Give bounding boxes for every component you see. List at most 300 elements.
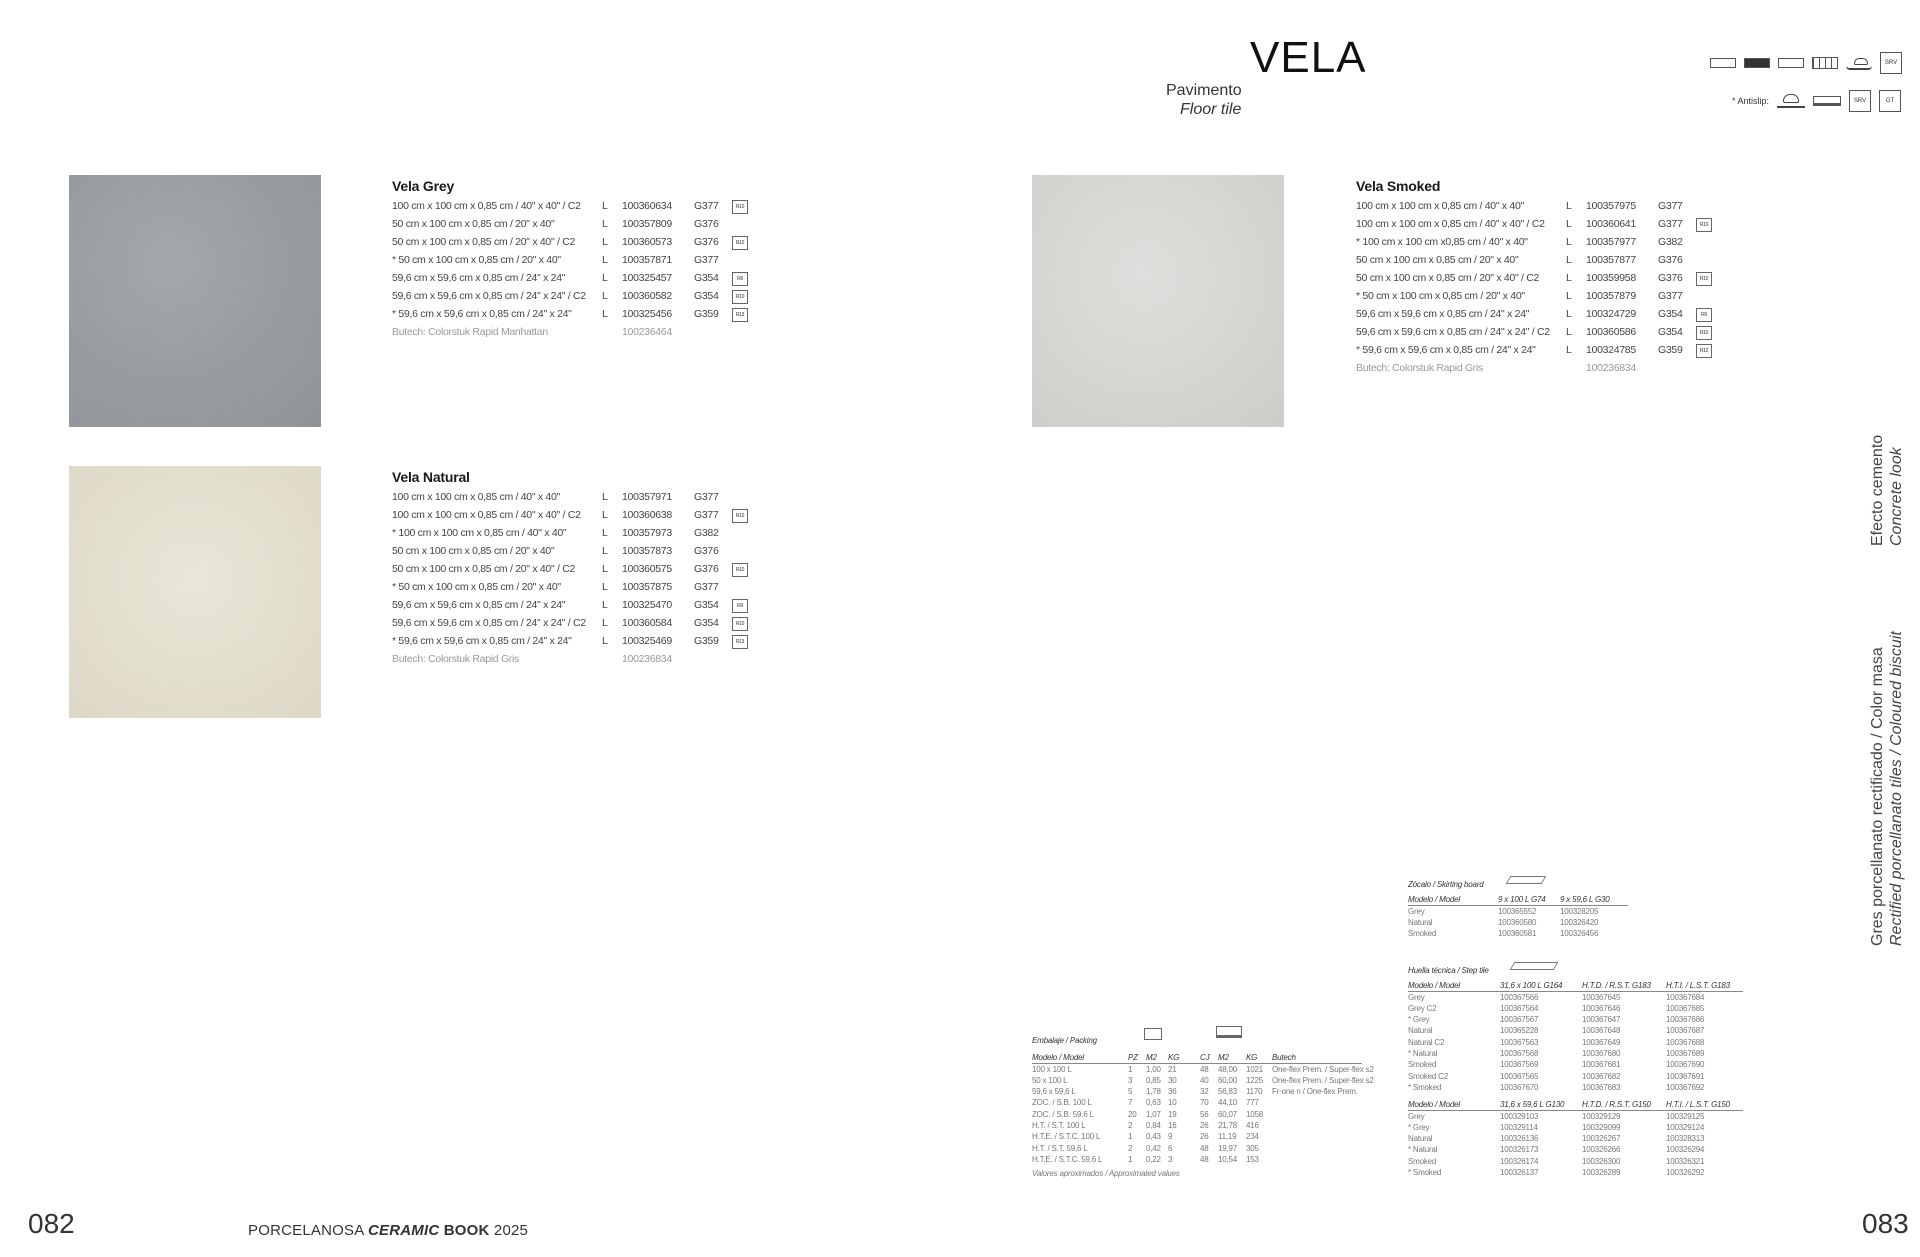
product-size: 59,6 cm x 59,6 cm x 0,85 cm / 24" x 24" / C2 (392, 617, 586, 629)
table-cell: 100367568 (1500, 1049, 1539, 1059)
product-code: 100324785 (1586, 344, 1636, 356)
table-row (1408, 1134, 1743, 1145)
antislip-icons (1732, 90, 1901, 112)
step-block-100 (1408, 981, 1743, 1094)
table-cell: One-flex Prem. / Super-flex s2 (1272, 1075, 1374, 1085)
table-cell: 9 (1168, 1132, 1173, 1142)
table-cell: 48 (1200, 1143, 1209, 1153)
table-cell: 1,00 (1146, 1064, 1161, 1074)
table-cell: 153 (1246, 1154, 1259, 1164)
product-finish: L (1566, 344, 1572, 356)
pallet-icon (1216, 1026, 1242, 1038)
butech-row (1356, 362, 1736, 380)
table-row (1032, 1098, 1362, 1109)
butech-code: 100236464 (622, 326, 672, 338)
product-size: 100 cm x 100 cm x 0,85 cm / 40" x 40" (392, 491, 560, 503)
product-row (392, 635, 772, 653)
product-group: G376 (1658, 254, 1683, 266)
table-cell: 100326173 (1500, 1145, 1539, 1155)
table-row (1408, 1168, 1743, 1179)
table-cell: 100329103 (1500, 1111, 1539, 1121)
table-cell: 100367566 (1500, 992, 1539, 1002)
slab-icon (1813, 96, 1841, 106)
product-group: G377 (1658, 200, 1683, 212)
product-size: * 59,6 cm x 59,6 cm x 0,85 cm / 24" x 24" (392, 635, 572, 647)
product-code: 100360586 (1586, 326, 1636, 338)
product-group: G377 (694, 254, 719, 266)
skirting-board-icon (1506, 876, 1547, 884)
table-header-cell: H.T.D. / R.S.T. G183 (1582, 981, 1651, 991)
product-group: G376 (694, 236, 719, 248)
table-header-cell: 31,6 x 59,6 L G130 (1500, 1100, 1565, 1110)
product-group: G382 (1658, 236, 1683, 248)
table-cell: 1 (1128, 1132, 1133, 1142)
step-tile-icon (1510, 962, 1559, 970)
tile-swatch-grey (69, 175, 321, 427)
slip-rating-badge: R10 (1696, 272, 1712, 286)
product-row (392, 509, 772, 527)
table-cell: Smoked (1408, 1060, 1437, 1070)
table-cell: 59,6 x 59,6 L (1032, 1087, 1076, 1097)
table-cell: 0,22 (1146, 1154, 1161, 1164)
slip-rating-badge: R13 (732, 635, 748, 649)
butech-row (392, 653, 772, 671)
table-cell: 30 (1168, 1075, 1177, 1085)
table-row (1408, 1145, 1743, 1156)
table-cell: Grey (1408, 906, 1425, 916)
table-cell: 100367681 (1582, 1060, 1621, 1070)
table-cell: 234 (1246, 1132, 1259, 1142)
product-group: G376 (694, 218, 719, 230)
table-header-cell: CJ (1200, 1053, 1210, 1063)
product-row (392, 200, 772, 218)
product-row (392, 308, 772, 326)
table-cell: 32 (1200, 1087, 1209, 1097)
product-finish: L (602, 545, 608, 557)
table-cell: * Natural (1408, 1049, 1438, 1059)
product-row (392, 254, 772, 272)
side-text-line4: Rectified porcellanato tiles / Coloured biscuit (1888, 631, 1905, 946)
product-code: 100357971 (622, 491, 672, 503)
product-finish: L (602, 290, 608, 302)
product-size: 59,6 cm x 59,6 cm x 0,85 cm / 24" x 24" / C2 (392, 290, 586, 302)
table-cell: 100360581 (1498, 929, 1537, 939)
table-row (1408, 1157, 1743, 1168)
product-finish: L (602, 527, 608, 539)
side-label-concrete (1868, 435, 1906, 546)
product-group: G376 (694, 563, 719, 575)
table-row (1032, 1121, 1362, 1132)
product-size: * 50 cm x 100 cm x 0,85 cm / 20" x 40" (392, 581, 561, 593)
table-cell: * Smoked (1408, 1168, 1442, 1178)
table-cell: 10,54 (1218, 1154, 1238, 1164)
table-row (1032, 1155, 1362, 1166)
shoe-icon (1846, 56, 1872, 70)
table-header-cell: 9 x 100 L G74 (1498, 895, 1546, 905)
product-row (1356, 326, 1736, 344)
product-code: 100325456 (622, 308, 672, 320)
product-code: 100357809 (622, 218, 672, 230)
product-size: 59,6 cm x 59,6 cm x 0,85 cm / 24" x 24" (392, 272, 566, 284)
table-row (1408, 1112, 1743, 1123)
table-cell: 1 (1128, 1064, 1133, 1074)
floor-tile-label: Floor tile (1180, 101, 1242, 118)
table-cell: 100367690 (1666, 1060, 1705, 1070)
packing-title: Embalaje / Packing (1032, 1036, 1362, 1047)
table-header-cell: 9 x 59,6 L G30 (1560, 895, 1610, 905)
product-row (392, 599, 772, 617)
table-cell: 100367686 (1666, 1015, 1705, 1025)
table-cell: 21 (1168, 1064, 1177, 1074)
table-header-cell: 31,6 x 100 L G164 (1500, 981, 1563, 991)
slip-rating-badge: R10 (732, 617, 748, 631)
table-cell: 100367689 (1666, 1049, 1705, 1059)
product-size: 59,6 cm x 59,6 cm x 0,85 cm / 24" x 24" (392, 599, 566, 611)
product-finish: L (602, 254, 608, 266)
table-cell: 44,10 (1218, 1098, 1238, 1108)
table-header-cell: M2 (1146, 1053, 1157, 1063)
product-size: 100 cm x 100 cm x 0,85 cm / 40" x 40" / C2 (392, 509, 581, 521)
product-finish: L (602, 509, 608, 521)
table-cell: 100326420 (1560, 917, 1599, 927)
tile-lines-icon (1812, 57, 1838, 69)
slip-rating-badge: R10 (1696, 218, 1712, 232)
table-cell: 3 (1168, 1154, 1173, 1164)
product-group: G376 (1658, 272, 1683, 284)
table-cell: ZOC. / S.B. 100 L (1032, 1098, 1092, 1108)
product-group: G354 (694, 617, 719, 629)
table-cell: 100367647 (1582, 1015, 1621, 1025)
table-cell: 2 (1128, 1121, 1133, 1131)
brand-name: PORCELANOSA (248, 1222, 364, 1239)
table-cell: 100326267 (1582, 1134, 1621, 1144)
product-row (1356, 308, 1736, 326)
table-cell: 70 (1200, 1098, 1209, 1108)
table-row (1408, 1004, 1743, 1015)
table-cell: 100367564 (1500, 1003, 1539, 1013)
butech-label: Butech: Colorstuk Rapid Manhattan (392, 326, 548, 338)
table-header-cell: Modelo / Model (1032, 1053, 1084, 1063)
table-row (1408, 993, 1743, 1004)
gt-box-icon: GT (1879, 90, 1901, 112)
table-cell: 5 (1128, 1087, 1133, 1097)
product-finish: L (1566, 254, 1572, 266)
table-cell: 100365552 (1498, 906, 1537, 916)
product-code: 100357871 (622, 254, 672, 266)
product-size: 50 cm x 100 cm x 0,85 cm / 20" x 40" (392, 545, 555, 557)
product-code: 100360634 (622, 200, 672, 212)
butech-label: Butech: Colorstuk Rapid Gris (1356, 362, 1483, 374)
product-row (1356, 290, 1736, 308)
product-vela-natural (392, 469, 772, 671)
product-code: 100360582 (622, 290, 672, 302)
srv-box-icon-2: SRV (1849, 90, 1871, 112)
antislip-label: * Antislip: (1732, 96, 1770, 106)
product-code: 100360638 (622, 509, 672, 521)
table-cell: Fr-one n / One-flex Prem. (1272, 1087, 1358, 1097)
table-cell: 100326137 (1500, 1168, 1539, 1178)
table-cell: 100367688 (1666, 1037, 1705, 1047)
table-cell: 100326174 (1500, 1156, 1539, 1166)
product-code: 100360641 (1586, 218, 1636, 230)
product-name: Vela Natural (392, 469, 470, 485)
table-cell: * Grey (1408, 1015, 1430, 1025)
table-cell: 100326294 (1666, 1145, 1705, 1155)
table-cell: 100326289 (1582, 1168, 1621, 1178)
tile-thin-icon (1710, 58, 1736, 68)
skirting-table (1408, 880, 1628, 940)
table-cell: Grey (1408, 1111, 1425, 1121)
packing-note: Valores aproximados / Approximated values (1032, 1169, 1180, 1179)
table-cell: 0,63 (1146, 1098, 1161, 1108)
product-row (392, 563, 772, 581)
skirting-header-row (1408, 895, 1628, 906)
table-row (1408, 1049, 1743, 1060)
tile-dark-icon (1744, 58, 1770, 68)
srv-box-icon: SRV (1880, 52, 1902, 74)
product-finish: L (602, 218, 608, 230)
table-header-cell: Modelo / Model (1408, 981, 1460, 991)
product-vela-grey (392, 178, 772, 344)
table-cell: 100367563 (1500, 1037, 1539, 1047)
tile-swatch-smoked (1032, 175, 1284, 427)
table-cell: 11,19 (1218, 1132, 1237, 1142)
product-finish: L (1566, 236, 1572, 248)
product-row (392, 527, 772, 545)
table-cell: 40 (1200, 1075, 1209, 1085)
product-size: * 59,6 cm x 59,6 cm x 0,85 cm / 24" x 24" (1356, 344, 1536, 356)
butech-row (392, 326, 772, 344)
product-group: G377 (694, 581, 719, 593)
product-size: 50 cm x 100 cm x 0,85 cm / 20" x 40" / C2 (392, 236, 576, 248)
product-row (392, 491, 772, 509)
table-cell: 100326292 (1666, 1168, 1705, 1178)
table-cell: 1170 (1246, 1087, 1263, 1097)
table-header-cell: M2 (1218, 1053, 1229, 1063)
table-cell: 48,00 (1218, 1064, 1238, 1074)
table-cell: 16 (1168, 1121, 1177, 1131)
product-code: 100357975 (1586, 200, 1636, 212)
table-row (1408, 1038, 1743, 1049)
product-finish: L (1566, 272, 1572, 284)
table-cell: 50 x 100 L (1032, 1075, 1068, 1085)
table-cell: 100367567 (1500, 1015, 1539, 1025)
product-size: * 100 cm x 100 cm x 0,85 cm / 40" x 40" (392, 527, 567, 539)
table-cell: 19 (1168, 1109, 1177, 1119)
product-size: 100 cm x 100 cm x 0,85 cm / 40" x 40" / C2 (392, 200, 581, 212)
table-cell: 6 (1168, 1143, 1173, 1153)
series-title: VELA (1250, 33, 1367, 82)
slip-rating-badge: R9 (1696, 308, 1712, 322)
packing-table (1032, 1036, 1374, 1181)
page-number-right: 083 (1862, 1208, 1909, 1239)
table-cell: 100326266 (1582, 1145, 1621, 1155)
slip-rating-badge: R13 (732, 308, 748, 322)
table-cell: 0,84 (1146, 1121, 1161, 1131)
product-row (392, 218, 772, 236)
table-cell: 7 (1128, 1098, 1133, 1108)
table-row (1032, 1075, 1374, 1087)
table-row (1408, 918, 1628, 929)
slip-rating-badge: R9 (732, 599, 748, 613)
product-group: G377 (1658, 290, 1683, 302)
table-cell: Natural C2 (1408, 1037, 1445, 1047)
product-finish: L (1566, 218, 1572, 230)
box-icon (1144, 1028, 1162, 1040)
product-row (1356, 344, 1736, 362)
slip-rating-badge: R10 (732, 200, 748, 214)
table-cell: 100367645 (1582, 992, 1621, 1002)
product-code: 100357973 (622, 527, 672, 539)
table-cell: 100326321 (1666, 1156, 1705, 1166)
table-row (1408, 929, 1628, 940)
table-cell: * Natural (1408, 1145, 1438, 1155)
table-header-cell: Modelo / Model (1408, 1100, 1460, 1110)
table-cell: 100367691 (1666, 1071, 1705, 1081)
table-cell: 100367646 (1582, 1003, 1621, 1013)
product-finish: L (602, 563, 608, 575)
table-header-cell: Modelo / Model (1408, 895, 1460, 905)
product-size: 50 cm x 100 cm x 0,85 cm / 20" x 40" / C2 (392, 563, 576, 575)
product-finish: L (602, 272, 608, 284)
table-cell: 100329124 (1666, 1122, 1705, 1132)
product-finish: L (602, 236, 608, 248)
table-header-cell: H.T.I. / L.S.T. G150 (1666, 1100, 1730, 1110)
slip-rating-badge: R9 (732, 272, 748, 286)
table-cell: * Grey (1408, 1122, 1430, 1132)
table-cell: Grey C2 (1408, 1003, 1437, 1013)
table-cell: One-flex Prem. / Super-flex s2 (1272, 1064, 1374, 1074)
table-cell: 100367692 (1666, 1082, 1705, 1092)
table-cell: 0,85 (1146, 1075, 1161, 1085)
product-row (392, 272, 772, 290)
table-row (1408, 1026, 1743, 1037)
product-row (1356, 218, 1736, 236)
tile-swatch-natural (69, 466, 321, 718)
table-cell: 777 (1246, 1098, 1259, 1108)
product-size: 50 cm x 100 cm x 0,85 cm / 20" x 40" (392, 218, 555, 230)
brand-ceramic: CERAMIC (367, 1222, 440, 1239)
tile-flat-icon (1778, 58, 1804, 68)
table-cell: 56,83 (1218, 1087, 1238, 1097)
table-cell: 100326300 (1582, 1156, 1621, 1166)
product-size: 50 cm x 100 cm x 0,85 cm / 20" x 40" / C2 (1356, 272, 1540, 284)
table-cell: 3 (1128, 1075, 1133, 1085)
side-text-line1: Efecto cemento (1869, 434, 1886, 546)
slip-rating-badge: R12 (1696, 344, 1712, 358)
table-row (1032, 1064, 1374, 1076)
product-code: 100325470 (622, 599, 672, 611)
side-label-porcellanato (1868, 631, 1906, 946)
table-cell: 100 x 100 L (1032, 1064, 1072, 1074)
packing-header-row (1032, 1053, 1362, 1064)
table-cell: 26 (1200, 1121, 1209, 1131)
side-text-line3: Gres porcellanato rectificado / Color masa (1869, 647, 1886, 946)
table-cell: 1 (1128, 1154, 1133, 1164)
table-cell: 100365228 (1500, 1026, 1539, 1036)
table-cell: 305 (1246, 1143, 1259, 1153)
product-group: G377 (694, 491, 719, 503)
product-code: 100357977 (1586, 236, 1636, 248)
product-size: * 100 cm x 100 cm x0,85 cm / 40" x 40" (1356, 236, 1528, 248)
shoe-wet-icon (1777, 94, 1805, 108)
table-cell: 2 (1128, 1143, 1133, 1153)
table-cell: 1021 (1246, 1064, 1263, 1074)
product-finish: L (1566, 326, 1572, 338)
product-group: G354 (1658, 326, 1683, 338)
table-cell: 100329099 (1582, 1122, 1621, 1132)
product-group: G354 (694, 272, 719, 284)
table-cell: 416 (1246, 1121, 1259, 1131)
table-cell: 100367684 (1666, 992, 1705, 1002)
product-finish: L (602, 599, 608, 611)
table-row (1408, 907, 1628, 918)
product-group: G359 (694, 308, 719, 320)
product-size: * 50 cm x 100 cm x 0,85 cm / 20" x 40" (392, 254, 561, 266)
table-row (1408, 1123, 1743, 1134)
product-group: G354 (694, 599, 719, 611)
product-row (392, 290, 772, 308)
table-cell: H.T.E. / S.T.C. 100 L (1032, 1132, 1101, 1142)
table-cell: 0,43 (1146, 1132, 1161, 1142)
product-code: 100360573 (622, 236, 672, 248)
product-group: G376 (694, 545, 719, 557)
product-code: 100324729 (1586, 308, 1636, 320)
table-cell: 60,00 (1218, 1075, 1238, 1085)
product-finish: L (1566, 290, 1572, 302)
table-header-cell: H.T.I. / L.S.T. G183 (1666, 981, 1730, 991)
table-cell: 20 (1128, 1109, 1137, 1119)
butech-label: Butech: Colorstuk Rapid Gris (392, 653, 519, 665)
product-size: * 59,6 cm x 59,6 cm x 0,85 cm / 24" x 24" (392, 308, 572, 320)
product-group: G359 (694, 635, 719, 647)
table-row (1032, 1144, 1362, 1155)
product-group: G377 (1658, 218, 1683, 230)
table-cell: 1,78 (1146, 1087, 1161, 1097)
table-cell: Natural (1408, 917, 1433, 927)
product-code: 100359958 (1586, 272, 1636, 284)
footer-brand (248, 1222, 528, 1239)
product-finish: L (602, 581, 608, 593)
product-size: 59,6 cm x 59,6 cm x 0,85 cm / 24" x 24" (1356, 308, 1530, 320)
table-cell: 100328205 (1560, 906, 1599, 916)
product-code: 100325457 (622, 272, 672, 284)
table-cell: 100367565 (1500, 1071, 1539, 1081)
table-cell: 100367649 (1582, 1037, 1621, 1047)
table-cell: 10 (1168, 1098, 1177, 1108)
step-header-row-1 (1408, 981, 1743, 992)
table-row (1032, 1132, 1362, 1143)
table-cell: ZOC. / S.B. 59,6 L (1032, 1109, 1094, 1119)
table-cell: 60,07 (1218, 1109, 1238, 1119)
table-cell: 48 (1200, 1064, 1209, 1074)
table-cell: 100367670 (1500, 1082, 1539, 1092)
product-group: G354 (1658, 308, 1683, 320)
table-cell: Natural (1408, 1134, 1433, 1144)
table-cell: 100367685 (1666, 1003, 1705, 1013)
step-block-59 (1408, 1100, 1743, 1179)
table-cell: H.T. / S.T. 59,6 L (1032, 1143, 1088, 1153)
slip-rating-badge: R10 (732, 563, 748, 577)
product-row (1356, 200, 1736, 218)
product-row (1356, 272, 1736, 290)
slip-rating-badge: R10 (732, 236, 748, 250)
table-cell: * Smoked (1408, 1082, 1442, 1092)
table-row (1032, 1110, 1362, 1121)
product-row (392, 581, 772, 599)
step-title: Huella técnica / Step tile (1408, 966, 1743, 977)
product-vela-smoked (1356, 178, 1736, 380)
